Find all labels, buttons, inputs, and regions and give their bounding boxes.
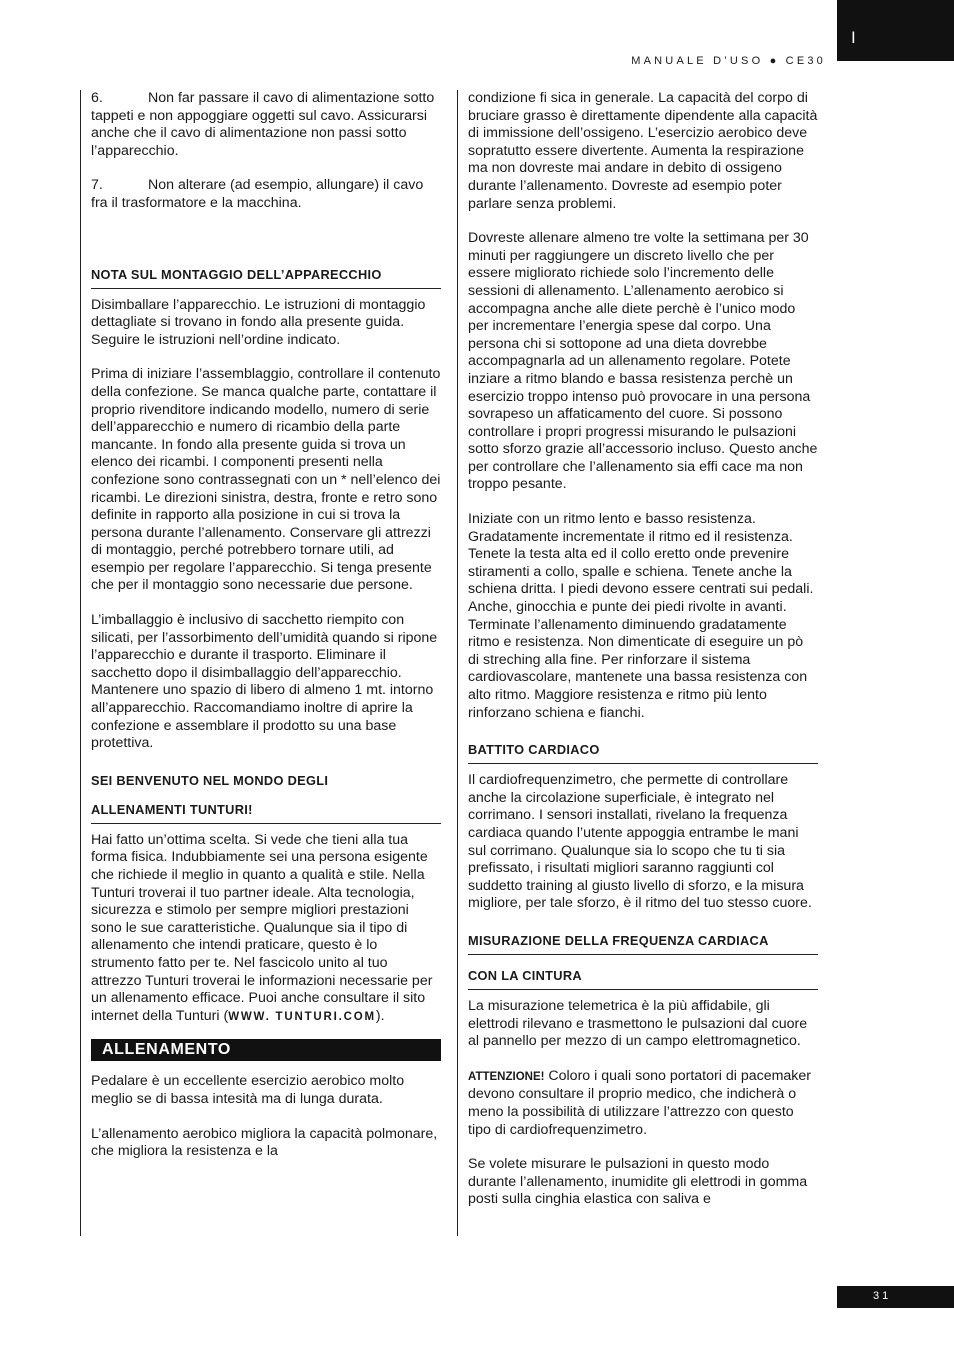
section-heading-benvenuto-line2: ALLENAMENTI TUNTURI!	[91, 802, 441, 824]
paragraph-text-end: ).	[375, 1007, 385, 1024]
section-heading-battito: BATTITO CARDIACO	[468, 742, 818, 764]
left-column	[80, 90, 450, 1236]
page-number: 31	[873, 1290, 892, 1302]
section-heading-misura-line1: MISURAZIONE DELLA FREQUENZA CARDIACA	[468, 933, 818, 955]
section-heading-benvenuto-line1: SEI BENVENUTO NEL MONDO DEGLI	[91, 772, 329, 788]
paragraph: Se volete misurare le pulsazioni in questo modo durante l’allenamento, inumidite gli elettrodi in gomma posti sulla cinghia elastica con saliva e	[468, 1156, 808, 1208]
list-item-6	[91, 90, 441, 160]
paragraph: L’allenamento aerobico migliora la capacità polmonare, che migliora la resistenza e la	[91, 1125, 438, 1160]
paragraph: Dovreste allenare almeno tre volte la settimana per 30 minuti per raggiungere un discreto livello che per essere migliorato richiede solo l’incremento delle sessioni di allenamento. L’allenamento aerobico si accompagna anche alle diete perchè è l’unico modo per incrementare l’energia spese dal corpo. Una persona chi si sottopone ad una dieta dovrebbe accompagnarla ad un allenamento regolare. Potete inziare a ritmo blando e bassa resistenza perchè un esercizio troppo intenso può provocare in una persona sovrapeso un affaticamento del cuore. Si possono controllare i propri progressi misurando le pulsazioni sotto sforzo grazie all’accessorio incluso. Questo anche per controllare che l’allenamento sia effi cace ma non troppo pesante.	[468, 230, 818, 493]
paragraph-warning	[468, 1068, 818, 1139]
section-heading-misura-line2: CON LA CINTURA	[468, 968, 818, 990]
paragraph-benvenuto	[91, 832, 441, 1027]
paragraph: Pedalare è un eccellente esercizio aerobico molto meglio se di bassa intesità ma di lunga durata.	[91, 1073, 405, 1107]
manual-header-title: MANUALE D’USO ● CE30	[631, 55, 826, 67]
paragraph: L’imballaggio è inclusivo di sacchetto riempito con silicati, per l’assorbimento dell’umidità quando si ripone l’apparecchio e durante il trasporto. Eliminare il sacchetto dopo il disimballaggio dell’apparecchio. Mantenere uno spazio di libero di almeno 1 mt. intorno all’apparecchio. Raccomandiamo inoltre di aprire la confezione e assemblare il prodotto su una base protettiva.	[91, 612, 438, 752]
list-item-7	[91, 177, 441, 212]
warning-label: ATTENZIONE!	[468, 1070, 545, 1083]
paragraph: Il cardiofrequenzimetro, che permette di controllare anche la circolazione superficiale, è integrato nel corrimano. I sensori installati, rivelano la frequenza cardiaca quando l’utente appoggia entrambe le mani sul corrimano. Qualunque sia lo scopo che tu ti sia prefissato, i risultati migliori saranno raggiunti col suddetto training al giusto livello di sforzo, e la misura migliore, per tale sforzo, è il ritmo del tuo stesso cuore.	[468, 772, 812, 912]
paragraph: Prima di iniziare l’assemblaggio, controllare il contenuto della confezione. Se manca qualche parte, contattare il proprio rivenditore indicando modello, numero di serie dell’apparecchio e numero di ricambio della parte mancante. In fondo alla presente guida si trova un elenco dei ricambi. I componenti presenti nella confezione sono contrassegnati con un * nell’elenco dei ricambi. Le direzioni sinistra, destra, fronte e retro sono definite in rapporto alla posizione in cui si trova la persona durante l’allenamento. Conservare gli attrezzi di montaggio, perché potrebbero tornare utili, ad esempio per regolare l’apparecchio. Si tenga presente che per il montaggio sono necessarie due persone.	[91, 366, 441, 594]
section-heading-montaggio: NOTA SUL MONTAGGIO DELL’APPARECCHIO	[91, 267, 441, 289]
website-url: WWW. TUNTURI.COM	[228, 1010, 376, 1023]
paragraph: La misurazione telemetrica è la più affidabile, gli elettrodi rilevano e trasmettono le pulsazioni dal cuore al pannello per mezzo di un campo elettromagnetico.	[468, 997, 808, 1050]
right-column	[457, 90, 827, 1236]
language-tab-letter: I	[851, 28, 856, 47]
list-item-number: 6.	[91, 90, 103, 106]
language-tab	[837, 0, 954, 61]
list-item-text: Non far passare il cavo di alimentazione sotto tappeti e non appoggiare oggetti sul cavo. Assicurarsi anche che il cavo di alimentazione non passi sotto l’apparecchio.	[91, 90, 435, 159]
list-item-number: 7.	[91, 177, 103, 194]
paragraph: Disimballare l’apparecchio. Le istruzioni di montaggio dettagliate si trovano in fondo alla presente guida. Seguire le istruzioni nell’ordine indicato.	[91, 296, 426, 348]
paragraph-text: Hai fatto un’ottima scelta. Si vede che tieni alla tua forma fisica. Indubbiamente sei una persona esigente che richiede il meglio in quanto a qualità e stile. Nella Tunturi troverai il tuo partner ideale. Alta tecnologia, sicurezza e stimolo per sempre migliori prestazioni sono le sue caratteristiche. Qualunque sia il tipo di allenamento che intendi praticare, questo è lo strumento fatto per te. Nel fascicolo unito al tuo attrezzo Tunturi troverai le informazioni necessarie per un allenamento efficace. Puoi anche consultare il sito internet della Tunturi (	[91, 831, 433, 1024]
section-bar-allenamento: ALLENAMENTO	[91, 1039, 441, 1061]
warning-text: Coloro i quali sono portatori di pacemaker devono consultare il proprio medico, che indicherà o meno la possibilità di utilizzare l’attrezzo con questo tipo di cardiofrequenzimetro.	[468, 1067, 812, 1138]
paragraph: Iniziate con un ritmo lento e basso resistenza. Gradatamente incrementate il ritmo ed il resistenza. Tenete la testa alta ed il collo eretto onde prevenire stiramenti a collo, spalle e schiena. Tenete anche la schiena dritta. I piedi devono essere centrati sui pedali. Anche, ginocchia e punte dei piedi rivolte in avanti. Terminate l’allenamento diminuendo gradatamente ritmo e resistenza. Non dimenticate di eseguire un pò di streching alla fine. Per rinforzare il sistema cardiovascolare, mantenete una bassa resistenza con alto ritmo. Maggiore resistenza e ritmo più lento rinforzano schiena e fianchi.	[468, 511, 814, 721]
list-item-text: Non alterare (ad esempio, allungare) il cavo fra il trasformatore e la macchina.	[91, 177, 424, 211]
page-number-tab	[837, 1286, 954, 1308]
paragraph: condizione fi sica in generale. La capacità del corpo di bruciare grasso è direttamente dipendente alla capacità di immissione dell’ossigeno. L’esercizio aerobico deve sopratutto essere divertente. Aumenta la respirazione ma non dovreste mai andare in debito di ossigeno durante l’allenamento. Dovreste ad esempio poter parlare senza problemi.	[468, 90, 818, 212]
